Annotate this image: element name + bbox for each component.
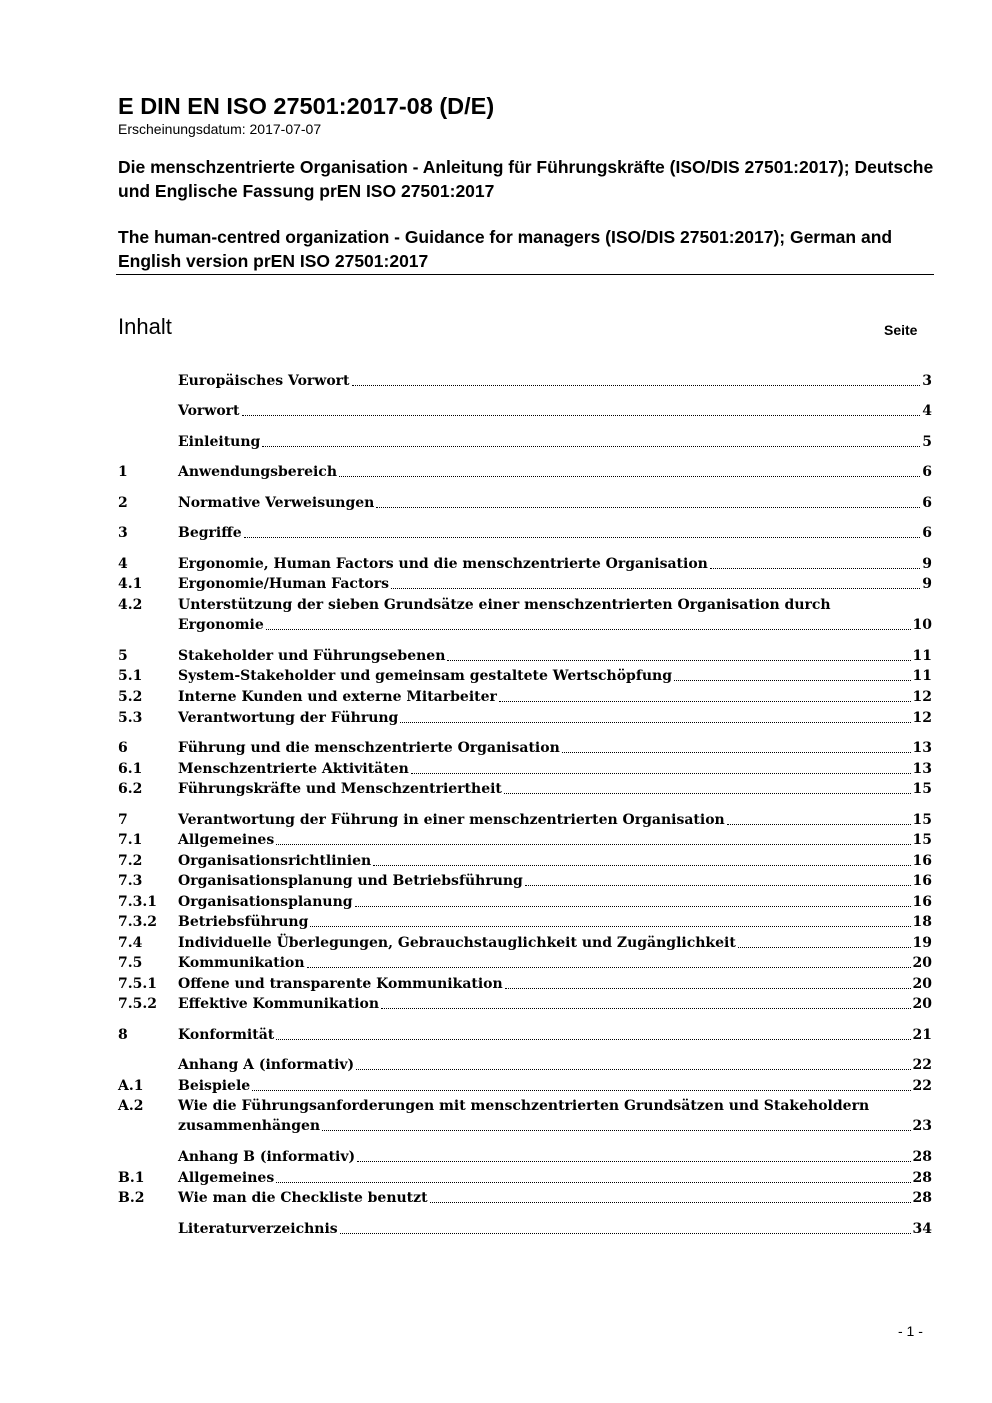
toc-dot-leader bbox=[307, 953, 911, 968]
toc-entry-number: A.2 bbox=[118, 1098, 144, 1114]
toc-entry[interactable] bbox=[118, 595, 932, 615]
toc-entry-number: 7.4 bbox=[118, 935, 143, 951]
toc-entry[interactable] bbox=[118, 1168, 932, 1188]
toc-entry-number: 3 bbox=[118, 525, 128, 541]
toc-entry-title: Organisationsrichtlinien bbox=[178, 853, 372, 869]
toc-entry[interactable] bbox=[118, 892, 932, 912]
toc-entry-title: Führung und die menschzentrierte Organisation bbox=[178, 740, 560, 756]
toc-dot-leader bbox=[276, 1025, 910, 1040]
toc-entry-number: 4 bbox=[118, 556, 128, 572]
toc-dot-leader bbox=[430, 1188, 911, 1203]
toc-dot-leader bbox=[356, 1055, 910, 1070]
toc-dot-leader bbox=[400, 708, 910, 723]
toc-dot-leader bbox=[276, 1168, 910, 1183]
toc-entry-number: 6 bbox=[118, 740, 128, 756]
toc-dot-leader bbox=[339, 462, 920, 477]
toc-entry-title: Anhang B (informativ) bbox=[178, 1149, 356, 1165]
toc-entry-title: System-Stakeholder und gemeinsam gestaltete Wertschöpfung bbox=[178, 668, 673, 684]
toc-dot-leader bbox=[373, 851, 910, 866]
toc-entry[interactable] bbox=[118, 1076, 932, 1096]
toc-dot-leader bbox=[525, 871, 911, 886]
toc-entry-page: 15 bbox=[912, 781, 932, 797]
toc-entry-title: Normative Verweisungen bbox=[178, 495, 375, 511]
toc-entry[interactable] bbox=[118, 994, 932, 1014]
toc-entry[interactable] bbox=[118, 554, 932, 574]
toc-entry-title: Allgemeines bbox=[178, 1170, 275, 1186]
toc-entry-page: 11 bbox=[912, 648, 932, 664]
toc-entry-continuation[interactable] bbox=[118, 615, 932, 635]
toc-dot-leader bbox=[674, 666, 911, 681]
toc-entry-number: 4.2 bbox=[118, 597, 143, 613]
toc-dot-leader bbox=[411, 759, 911, 774]
toc-entry[interactable] bbox=[118, 912, 932, 932]
toc-entry-title: Europäisches Vorwort bbox=[178, 373, 350, 389]
toc-entry-title: Einleitung bbox=[178, 434, 261, 450]
toc-entry[interactable] bbox=[118, 574, 932, 594]
toc-entry-title: Vorwort bbox=[178, 403, 240, 419]
toc-entry-page: 12 bbox=[912, 710, 932, 726]
toc-entry-number: 7.1 bbox=[118, 832, 143, 848]
toc-entry[interactable] bbox=[118, 371, 932, 391]
toc-entry[interactable] bbox=[118, 851, 932, 871]
toc-entry-number: 1 bbox=[118, 464, 128, 480]
toc-page-column-label: Seite bbox=[884, 322, 918, 338]
toc-entry-title: Unterstützung der sieben Grundsätze einer menschzentrierten Organisation durch bbox=[178, 597, 831, 613]
toc-entry-number: 6.2 bbox=[118, 781, 143, 797]
toc-entry-page: 6 bbox=[922, 464, 932, 480]
toc-entry[interactable] bbox=[118, 810, 932, 830]
toc-entry-title: Ergonomie/Human Factors bbox=[178, 576, 390, 592]
toc-entry[interactable] bbox=[118, 1055, 932, 1075]
toc-entry-page: 6 bbox=[922, 525, 932, 541]
toc-entry-number: 4.1 bbox=[118, 576, 143, 592]
toc-entry-page: 18 bbox=[912, 914, 932, 930]
toc-entry-title: Verantwortung der Führung in einer menschzentrierten Organisation bbox=[178, 812, 725, 828]
toc-entry[interactable] bbox=[118, 933, 932, 953]
toc-dot-leader bbox=[266, 615, 911, 630]
toc-entry-page: 3 bbox=[922, 373, 932, 389]
title-german: Die menschzentrierte Organisation - Anleitung für Führungskräfte (ISO/DIS 27501:2017); Deutsche und Englische Fassung prEN ISO 27501:2017 bbox=[118, 157, 934, 201]
toc-entry-page: 22 bbox=[912, 1057, 932, 1073]
toc-entry-number: B.2 bbox=[118, 1190, 145, 1206]
toc-entry-number: 2 bbox=[118, 495, 128, 511]
toc-dot-leader bbox=[242, 401, 921, 416]
toc-entry[interactable] bbox=[118, 523, 932, 543]
toc-dot-leader bbox=[262, 432, 920, 447]
toc-entry-number: 5.2 bbox=[118, 689, 143, 705]
toc-entry-title: Anhang A (informativ) bbox=[178, 1057, 355, 1073]
toc-entry-title: Betriebsführung bbox=[178, 914, 309, 930]
toc-entry-number: 7 bbox=[118, 812, 128, 828]
toc-entry-title: Beispiele bbox=[178, 1078, 251, 1094]
toc-entry-page: 13 bbox=[912, 740, 932, 756]
toc-entry-number: 7.5.2 bbox=[118, 996, 157, 1012]
toc-entry-number: 5.3 bbox=[118, 710, 143, 726]
toc-dot-leader bbox=[710, 554, 920, 569]
toc-entry-page: 23 bbox=[912, 1118, 932, 1134]
toc-entry[interactable] bbox=[118, 401, 932, 421]
toc-entry-title: Begriffe bbox=[178, 525, 242, 541]
toc-entry-number: 7.3.2 bbox=[118, 914, 157, 930]
toc-entry-page: 9 bbox=[922, 556, 932, 572]
toc-entry-number: 7.2 bbox=[118, 853, 143, 869]
toc-entry-page: 13 bbox=[912, 761, 932, 777]
toc-entry-page: 16 bbox=[912, 873, 932, 889]
toc-dot-leader bbox=[376, 493, 920, 508]
toc-dot-leader bbox=[738, 933, 911, 948]
toc-entry-number: 8 bbox=[118, 1027, 128, 1043]
toc-entry-title: Interne Kunden und externe Mitarbeiter bbox=[178, 689, 497, 705]
toc-entry[interactable] bbox=[118, 1188, 932, 1208]
toc-entry-page: 15 bbox=[912, 832, 932, 848]
toc-entry-page: 9 bbox=[922, 576, 932, 592]
toc-entry-page: 16 bbox=[912, 853, 932, 869]
toc-entry[interactable] bbox=[118, 830, 932, 850]
toc-entry-page: 4 bbox=[922, 403, 932, 419]
toc-entry-title: Ergonomie, Human Factors und die menschzentrierte Organisation bbox=[178, 556, 708, 572]
toc-entry[interactable] bbox=[118, 708, 932, 728]
toc-entry-page: 19 bbox=[912, 935, 932, 951]
toc-dot-leader bbox=[357, 1147, 910, 1162]
toc-entry-title: Konformität bbox=[178, 1027, 275, 1043]
toc-entry[interactable] bbox=[118, 646, 932, 666]
toc-entry[interactable] bbox=[118, 1025, 932, 1045]
toc-entry-page: 20 bbox=[912, 996, 932, 1012]
toc-entry[interactable] bbox=[118, 779, 932, 799]
toc-dot-leader bbox=[355, 892, 911, 907]
toc-dot-leader bbox=[252, 1076, 910, 1091]
toc-entry-title: Kommunikation bbox=[178, 955, 305, 971]
toc-entry-number: 7.5 bbox=[118, 955, 143, 971]
toc-entry[interactable] bbox=[118, 432, 932, 452]
toc-entry-page: 22 bbox=[912, 1078, 932, 1094]
toc-entry-page: 21 bbox=[912, 1027, 932, 1043]
toc-entry-title: Organisationsplanung und Betriebsführung bbox=[178, 873, 523, 889]
toc-entry[interactable] bbox=[118, 1147, 932, 1167]
toc-entry-title: Wie die Führungsanforderungen mit menschzentrierten Grundsätzen und Stakeholdern bbox=[178, 1098, 870, 1114]
toc-entry-number: 5.1 bbox=[118, 668, 143, 684]
toc-entry-page: 28 bbox=[912, 1149, 932, 1165]
toc-entry[interactable] bbox=[118, 974, 932, 994]
toc-dot-leader bbox=[447, 646, 910, 661]
toc-entry-page: 28 bbox=[912, 1190, 932, 1206]
toc-dot-leader bbox=[504, 779, 911, 794]
toc-entry-title: Organisationsplanung bbox=[178, 894, 353, 910]
toc-dot-leader bbox=[322, 1116, 910, 1131]
toc-entry-number: A.1 bbox=[118, 1078, 144, 1094]
toc-dot-leader bbox=[505, 974, 911, 989]
toc-entry[interactable] bbox=[118, 871, 932, 891]
toc-entry[interactable] bbox=[118, 493, 932, 513]
toc-dot-leader bbox=[310, 912, 910, 927]
toc-entry-number: 7.5.1 bbox=[118, 976, 157, 992]
toc-entry-page: 5 bbox=[922, 434, 932, 450]
toc-entry-title: Allgemeines bbox=[178, 832, 275, 848]
toc-entry-title: Verantwortung der Führung bbox=[178, 710, 399, 726]
toc-heading: Inhalt bbox=[118, 314, 172, 339]
toc-entry-title: Offene und transparente Kommunikation bbox=[178, 976, 503, 992]
toc-entry-page: 16 bbox=[912, 894, 932, 910]
toc-dot-leader bbox=[244, 523, 921, 538]
toc-entry[interactable] bbox=[118, 1096, 932, 1116]
toc-entry-title-continued: zusammenhängen bbox=[178, 1118, 321, 1134]
toc-entry[interactable] bbox=[118, 666, 932, 686]
title-english: The human-centred organization - Guidance for managers (ISO/DIS 27501:2017); German and English version prEN ISO 27501:2017 bbox=[118, 227, 893, 271]
toc-entry-page: 28 bbox=[912, 1170, 932, 1186]
toc-entry-continuation[interactable] bbox=[118, 1116, 932, 1136]
toc-entry-page: 34 bbox=[912, 1221, 932, 1237]
toc-entry-number: 7.3.1 bbox=[118, 894, 157, 910]
toc-entry[interactable] bbox=[118, 953, 932, 973]
toc-entry-page: 6 bbox=[922, 495, 932, 511]
toc-entry-number: 6.1 bbox=[118, 761, 143, 777]
toc-entry[interactable] bbox=[118, 687, 932, 707]
toc-entry-page: 10 bbox=[912, 617, 932, 633]
toc-entry-page: 20 bbox=[912, 976, 932, 992]
toc-entry-title: Individuelle Überlegungen, Gebrauchstauglichkeit und Zugänglichkeit bbox=[178, 935, 736, 951]
toc-entry[interactable] bbox=[118, 738, 932, 758]
toc-entry-title: Stakeholder und Führungsebenen bbox=[178, 648, 446, 664]
toc-dot-leader bbox=[340, 1219, 911, 1234]
toc-entry-title-continued: Ergonomie bbox=[178, 617, 264, 633]
toc-dot-leader bbox=[276, 830, 910, 845]
toc-entry[interactable] bbox=[118, 759, 932, 779]
toc-dot-leader bbox=[727, 810, 911, 825]
page-number: - 1 - bbox=[898, 1323, 923, 1339]
toc-entry[interactable] bbox=[118, 1219, 932, 1239]
toc-dot-leader bbox=[391, 574, 920, 589]
toc-entry-page: 20 bbox=[912, 955, 932, 971]
toc-entry-title: Menschzentrierte Aktivitäten bbox=[178, 761, 409, 777]
document-id: E DIN EN ISO 27501:2017-08 (D/E) bbox=[118, 93, 495, 119]
toc-entry-title: Effektive Kommunikation bbox=[178, 996, 380, 1012]
table-of-contents bbox=[118, 0, 932, 1403]
toc-entry-title: Wie man die Checkliste benutzt bbox=[178, 1190, 428, 1206]
toc-entry-page: 11 bbox=[912, 668, 932, 684]
toc-entry-title: Anwendungsbereich bbox=[178, 464, 337, 480]
toc-entry-title: Führungskräfte und Menschzentriertheit bbox=[178, 781, 502, 797]
toc-entry-number: 5 bbox=[118, 648, 128, 664]
toc-entry-number: B.1 bbox=[118, 1170, 145, 1186]
toc-dot-leader bbox=[352, 371, 921, 386]
publication-date: Erscheinungsdatum: 2017-07-07 bbox=[118, 121, 322, 137]
toc-entry-title: Literaturverzeichnis bbox=[178, 1221, 338, 1237]
toc-entry[interactable] bbox=[118, 462, 932, 482]
toc-dot-leader bbox=[499, 687, 911, 702]
toc-entry-number: 7.3 bbox=[118, 873, 143, 889]
toc-dot-leader bbox=[381, 994, 910, 1009]
toc-entry-page: 12 bbox=[912, 689, 932, 705]
toc-dot-leader bbox=[562, 738, 911, 753]
toc-entry-page: 15 bbox=[912, 812, 932, 828]
